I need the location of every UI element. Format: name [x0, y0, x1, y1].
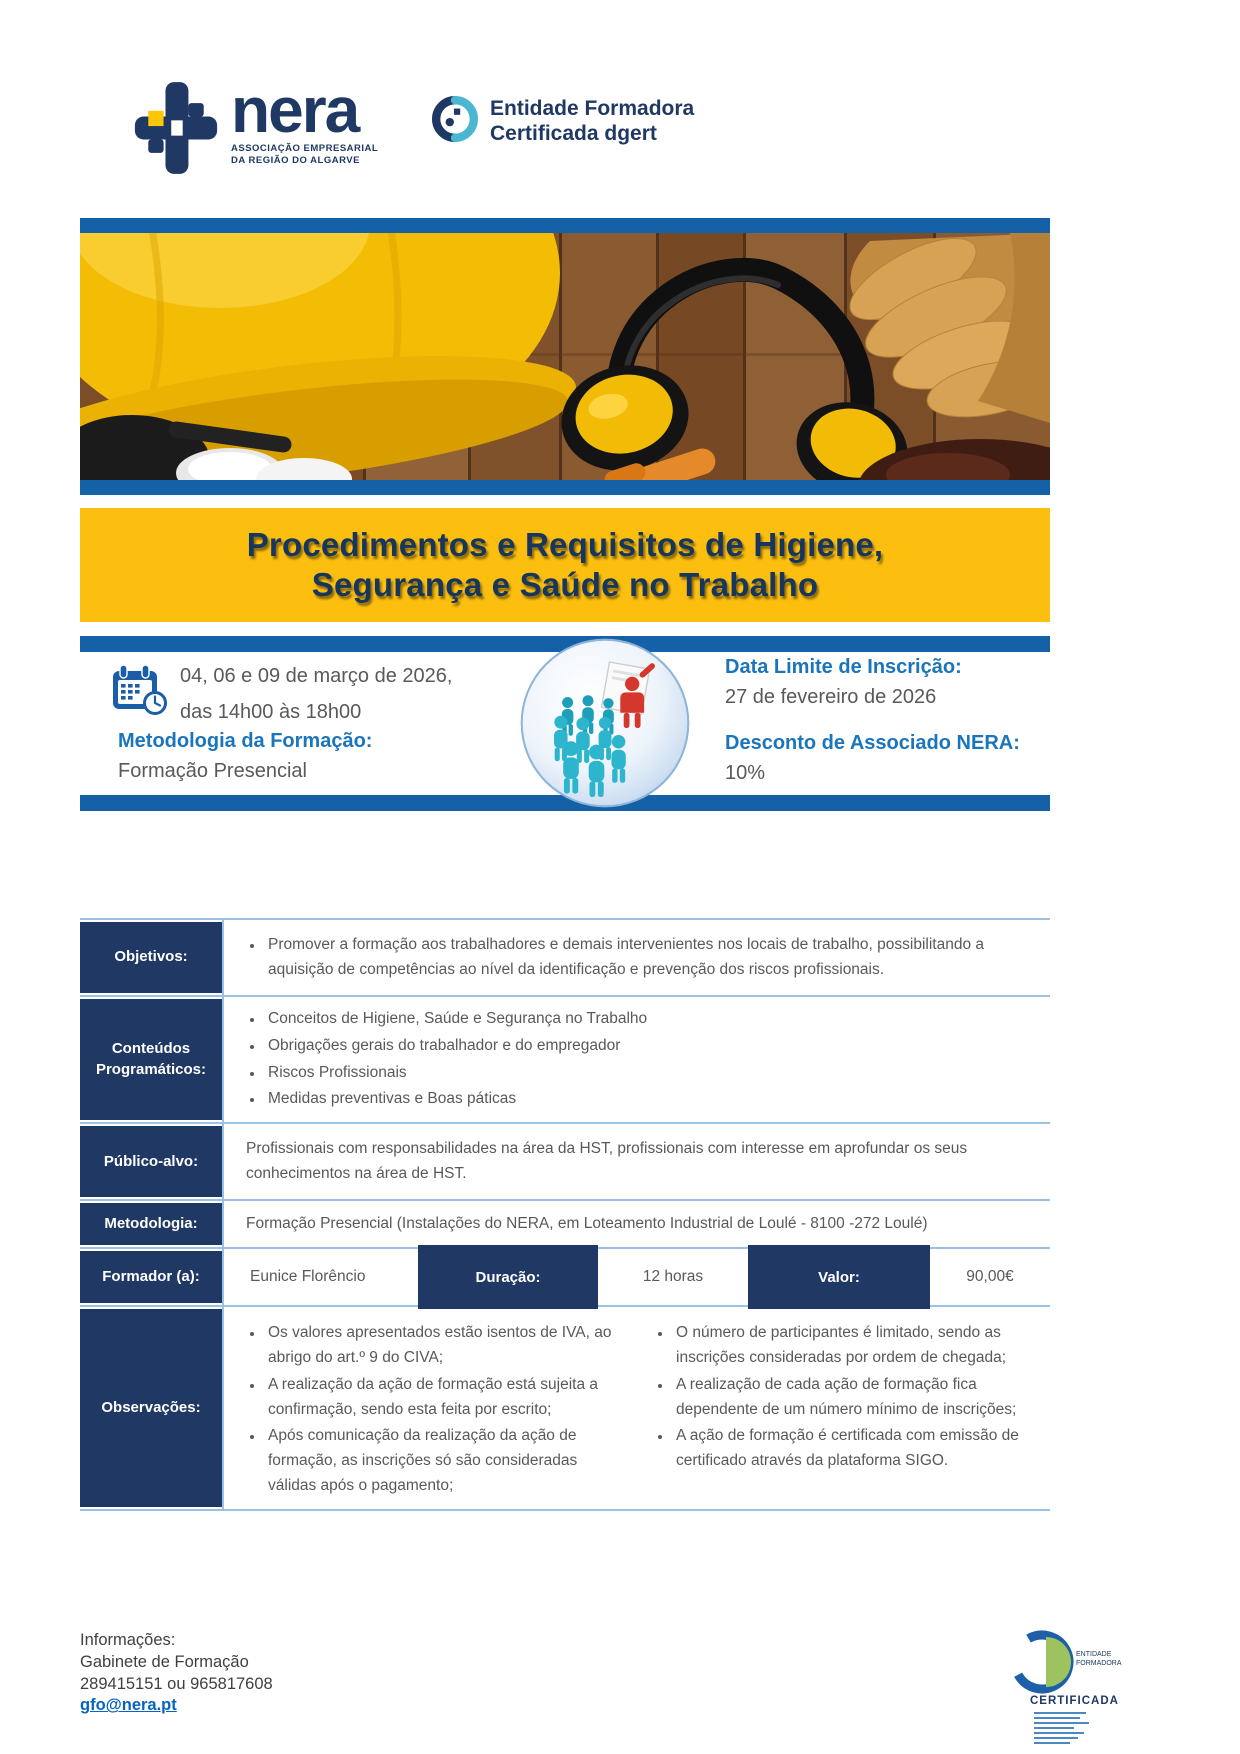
formador-name: Eunice Florêncio: [222, 1249, 418, 1305]
observacoes-column-1: [246, 1315, 628, 1501]
bullet-item: • Os valores apresentados estão isentos de IVA, ao abrigo do art.º 9 do CIVA;: [264, 1321, 628, 1371]
row-content-conteudos: [222, 997, 1050, 1122]
row-label-conteudos: Conteúdos Programáticos:: [80, 999, 222, 1120]
course-dates-line2: das 14h00 às 18h00: [180, 701, 362, 723]
table-row-conteudos: [80, 997, 1050, 1124]
discount-label: Desconto de Associado NERA:: [725, 732, 1020, 754]
seal-fine-print-lines: [1034, 1712, 1089, 1744]
nera-subtitle-line1: ASSOCIAÇÃO EMPRESARIAL: [231, 142, 379, 154]
duracao-label: Duração:: [418, 1245, 598, 1309]
bullet-item: • Conceitos de Higiene, Saúde e Segurança no Trabalho: [264, 1007, 1036, 1032]
footer-department: Gabinete de Formação: [80, 1652, 249, 1671]
observacoes-column-2: [654, 1315, 1036, 1476]
duracao-value: 12 horas: [598, 1249, 748, 1305]
metodologia-text: Formação Presencial (Instalações do NERA, em Loteamento Industrial de Loulé - 8100 -272 Loulé): [246, 1214, 928, 1232]
table-row-objetivos: [80, 918, 1050, 997]
seal-text-line1: ENTIDADE: [1076, 1651, 1112, 1658]
publico-alvo-text: Profissionais com responsabilidades na área da HST, profissionais com interesse em aprofundar os seus conhecimentos na área de HST.: [246, 1139, 968, 1182]
bullet-item: • A realização de cada ação de formação fica dependente de um número mínimo de inscrições;: [672, 1373, 1036, 1423]
course-title-banner: [80, 508, 1050, 622]
footer-contact-info: [80, 1630, 273, 1717]
bullet-item: • Medidas preventivas e Boas páticas: [264, 1087, 1036, 1112]
bullet-item: • Após comunicação da realização da ação de formação, as inscrições só são consideradas válidas após o pagamento;: [264, 1424, 628, 1498]
course-title-line1: Procedimentos e Requisitos de Higiene,: [246, 525, 884, 563]
footer-info-label: Informações:: [80, 1631, 176, 1649]
table-row-observacoes: [80, 1307, 1050, 1511]
nera-logo: [133, 74, 379, 181]
row-label-publico-alvo: Público-alvo:: [80, 1126, 222, 1197]
row-label-metodologia: Metodologia:: [80, 1203, 222, 1245]
photo-bottom-divider-bar: [80, 480, 1050, 495]
nera-cross-icon: [133, 80, 219, 181]
table-row-metodologia: [80, 1201, 1050, 1249]
deadline-label: Data Limite de Inscrição:: [725, 656, 962, 678]
photo-banner: [80, 218, 1050, 495]
bullet-item: • A ação de formação é certificada com emissão de certificado através da plataforma SIGO.: [672, 1424, 1036, 1474]
bullet-item: • O número de participantes é limitado, sendo as inscrições consideradas por ordem de chegada;: [672, 1321, 1036, 1371]
footer-email-link[interactable]: gfo@nera.pt: [80, 1696, 177, 1715]
table-row-publico-alvo: [80, 1124, 1050, 1201]
row-label-objetivos: Objetivos:: [80, 922, 222, 993]
deadline-value: 27 de fevereiro de 2026: [725, 686, 937, 708]
row-content-publico-alvo: [222, 1124, 1050, 1199]
course-title-line2: Segurança e Saúde no Trabalho: [311, 566, 819, 603]
course-dates-line1: 04, 06 e 09 de março de 2026,: [180, 665, 453, 687]
methodology-label: Metodologia da Formação:: [118, 730, 373, 752]
safety-equipment-photo: [80, 233, 1050, 480]
dgert-circle-icon: [432, 96, 478, 147]
bullet-item: • A realização da ação de formação está sujeita a confirmação, sendo esta feita por escrito;: [264, 1373, 628, 1423]
calendar-clock-icon: [110, 662, 170, 721]
dgert-certified-logo: [432, 96, 694, 147]
course-details-table: [80, 918, 1050, 1511]
footer-phones: 289415151 ou 965817608: [80, 1674, 273, 1693]
row-content-observacoes: [222, 1307, 1050, 1509]
methodology-value: Formação Presencial: [118, 760, 307, 782]
dgert-text-line1: Entidade Formadora: [490, 97, 695, 121]
bullet-item: • Riscos Profissionais: [264, 1061, 1036, 1086]
valor-value: 90,00€: [930, 1249, 1050, 1305]
bullet-item: • Obrigações gerais do trabalhador e do empregador: [264, 1034, 1036, 1059]
row-label-observacoes: Observações:: [80, 1309, 222, 1507]
nera-wordmark: nera: [231, 74, 359, 146]
table-row-formador: [80, 1249, 1050, 1307]
row-content-metodologia: [222, 1201, 1050, 1247]
row-label-formador: Formador (a):: [80, 1251, 222, 1303]
row-content-objetivos: [222, 920, 1050, 995]
training-people-illustration: [520, 638, 690, 808]
dgert-certification-seal: [1000, 1626, 1130, 1754]
seal-text-line2: FORMADORA: [1076, 1660, 1122, 1667]
nera-subtitle-line2: DA REGIÃO DO ALGARVE: [231, 155, 360, 167]
valor-label: Valor:: [748, 1245, 930, 1309]
top-divider-bar: [80, 218, 1050, 233]
bullet-item: • Promover a formação aos trabalhadores e demais intervenientes nos locais de trabalho, possibilitando a aquisição de competências ao nível da identificação e prevenção dos riscos profissionais.: [264, 933, 1036, 983]
discount-value: 10%: [725, 762, 766, 784]
seal-text-line3: CERTIFICADA: [1030, 1695, 1119, 1707]
dgert-text-line2: Certificada dgert: [490, 121, 657, 145]
